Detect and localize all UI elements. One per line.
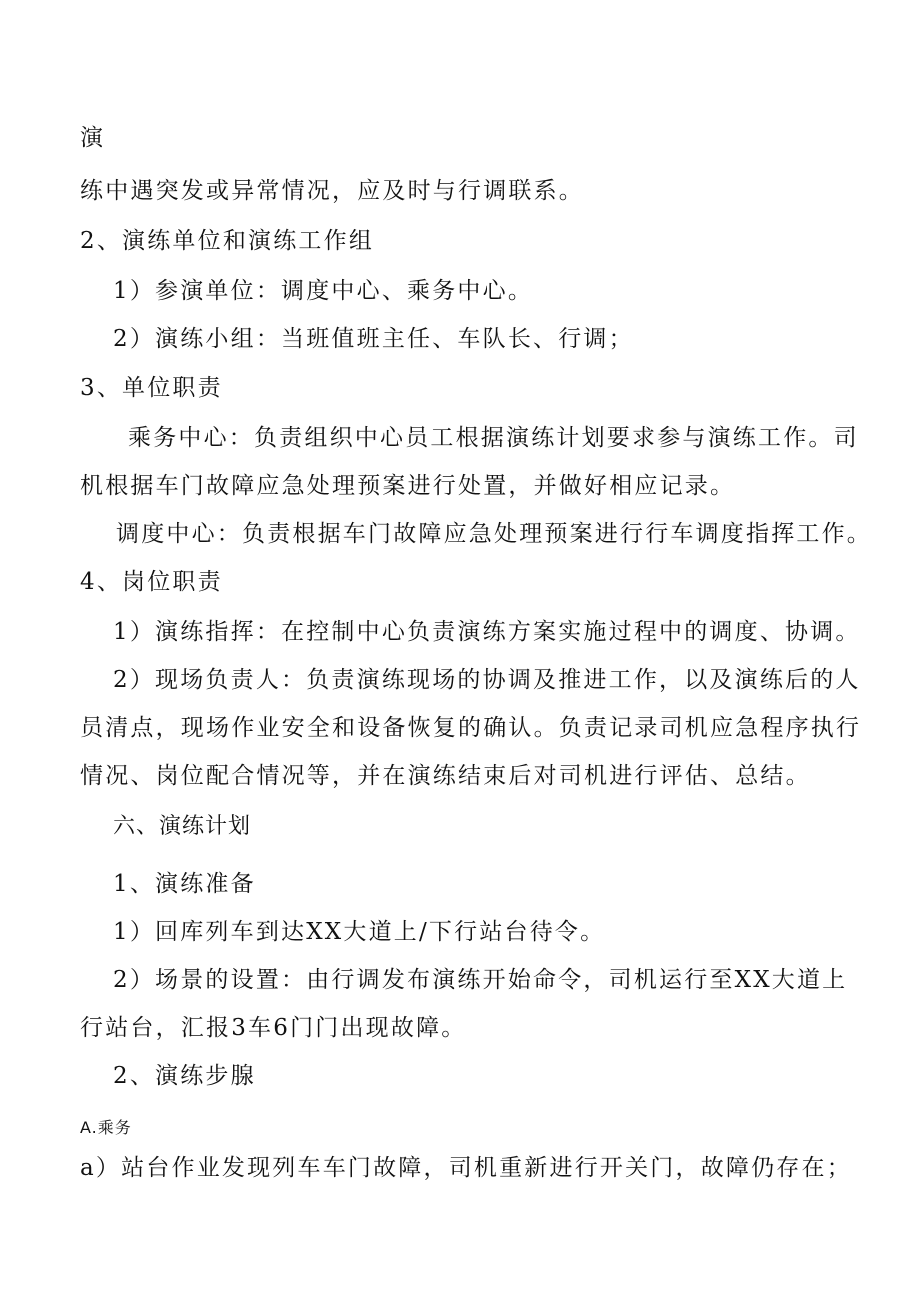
text-line-8: 机根据车门故障应急处理预案进行处置，并做好相应记录。: [80, 473, 736, 499]
text-line-4: 1）参演单位：调度中心、乘务中心。: [113, 278, 534, 304]
subsection-heading-1: 1、演练准备: [113, 871, 256, 897]
text-line-12: 2）现场负责人：负责演练现场的协调及推进工作，以及演练后的人: [113, 667, 861, 693]
section-heading-4: 4、岗位职责: [80, 569, 223, 595]
text-line-2: 练中遇突发或异常情况，应及时与行调联系。: [80, 178, 584, 204]
text-line-9: 调度中心：负责根据车门故障应急处理预案进行行车调度指挥工作。: [116, 521, 872, 547]
text-line-18: 2）场景的设置：由行调发布演练开始命令，司机运行至XX大道上: [113, 967, 848, 993]
text-line-14: 情况、岗位配合情况等，并在演练结束后对司机进行评估、总结。: [80, 763, 811, 789]
section-heading-6: 六、演练计划: [113, 814, 252, 839]
subsection-heading-a: A.乘务: [80, 1118, 132, 1137]
text-line-22: a）站台作业发现列车车门故障，司机重新进行开关门，故障仍存在；: [80, 1155, 852, 1181]
text-line-19: 行站台，汇报3车6门门出现故障。: [80, 1015, 467, 1041]
text-line-1: 演: [80, 125, 106, 151]
text-line-11: 1）演练指挥：在控制中心负责演练方案实施过程中的调度、协调。: [113, 619, 861, 645]
subsection-heading-2: 2、演练步腺: [113, 1063, 256, 1089]
section-heading-2: 2、演练单位和演练工作组: [80, 228, 375, 254]
text-line-5: 2）演练小组：当班值班主任、车队长、行调；: [113, 326, 634, 352]
text-line-7: 乘务中心：负责组织中心员工根据演练计划要求参与演练工作。司: [128, 425, 859, 451]
text-line-17: 1）回库列车到达XX大道上/下行站台待令。: [113, 919, 606, 945]
section-heading-3: 3、单位职责: [80, 375, 223, 401]
text-line-13: 员清点，现场作业安全和设备恢复的确认。负责记录司机应急程序执行: [80, 715, 862, 741]
